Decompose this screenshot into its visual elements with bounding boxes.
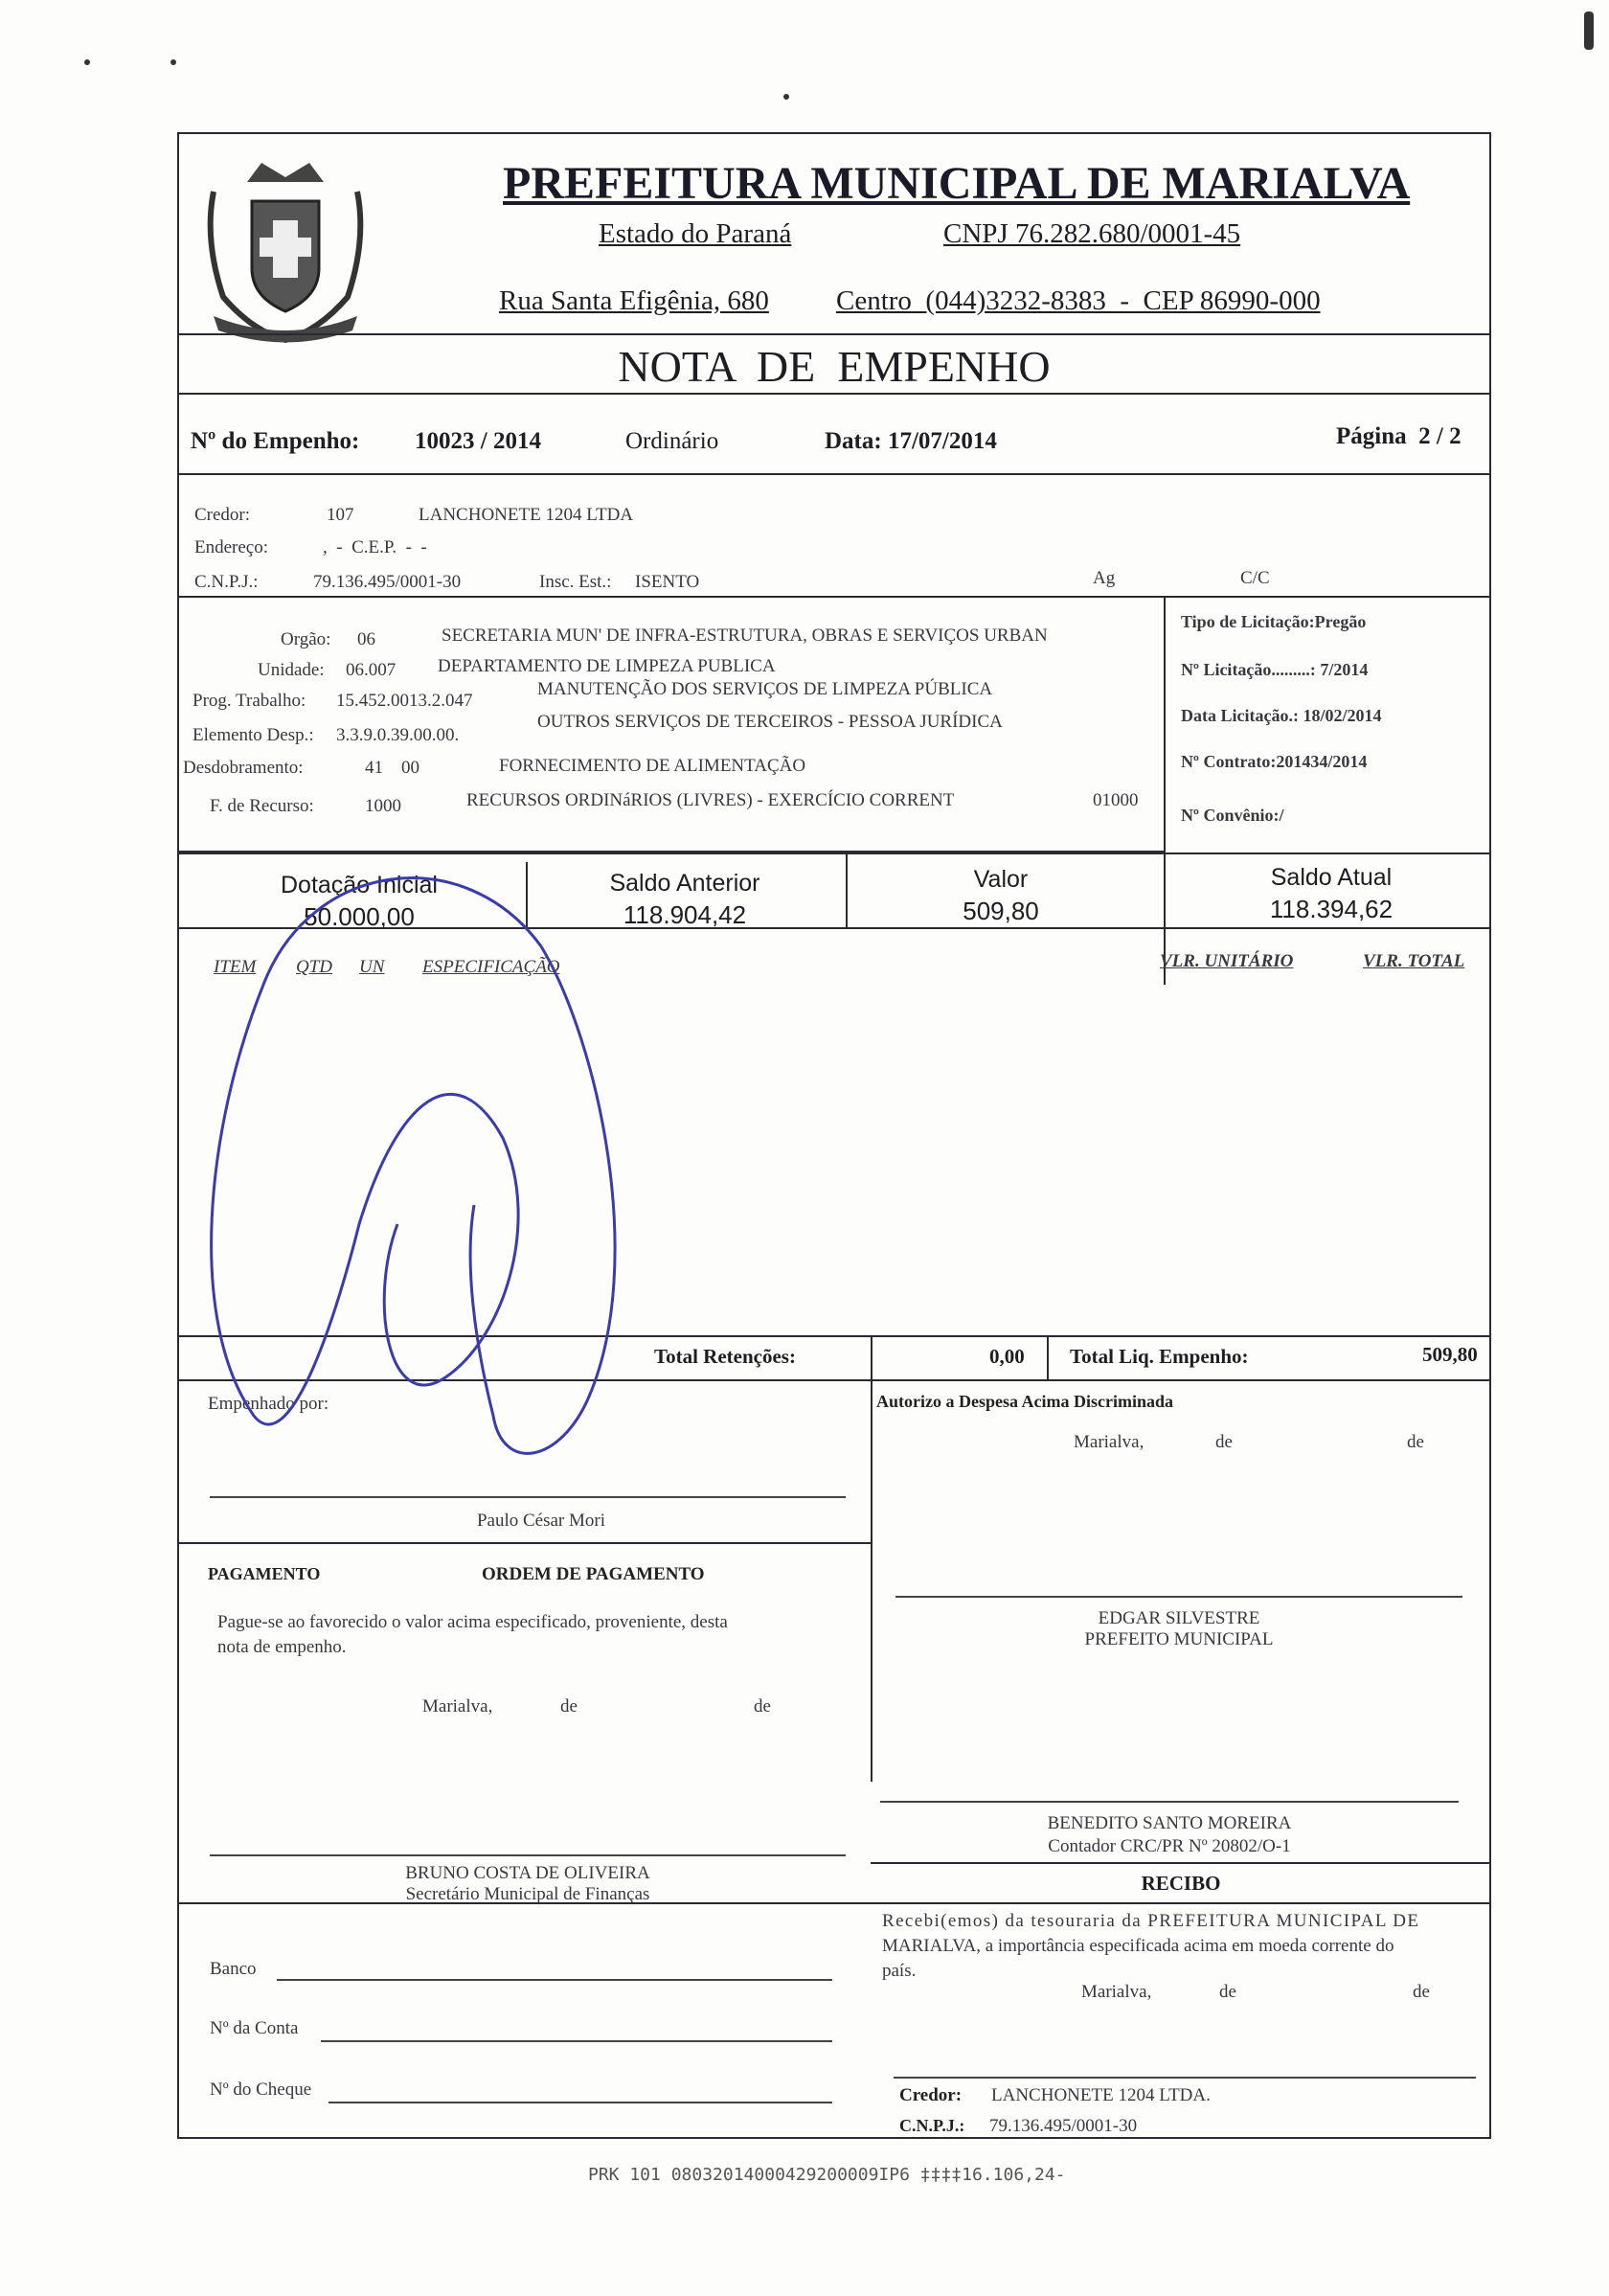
pagamento-de-1: de — [560, 1696, 578, 1716]
agency-label: Ag — [1093, 568, 1116, 588]
recibo-de-2: de — [1413, 1982, 1430, 2002]
divider — [177, 333, 1491, 335]
scan-speck — [1584, 11, 1594, 50]
nota-de-empenho-form — [177, 132, 1491, 2139]
recibo-credor-label: Credor: — [899, 2085, 963, 2105]
pagamento-text-line-2: nota de empenho. — [217, 1637, 347, 1657]
banco-field-line — [277, 1979, 832, 1981]
banco-label: Banco — [210, 1959, 257, 1979]
empenho-number: 10023 / 2014 — [415, 428, 541, 454]
orgao-label: Orgão: — [281, 629, 331, 649]
desdobramento-code: 41 00 — [365, 758, 419, 778]
orgao-code: 06 — [357, 629, 375, 649]
especificacao-col-header: ESPECIFICAÇÃO — [422, 957, 560, 977]
autorizo-place: Marialva, — [1074, 1432, 1144, 1452]
liquido-label: Total Liq. Empenho: — [1070, 1345, 1249, 1368]
divider — [871, 1902, 1491, 1904]
ordem-pagamento-title: ORDEM DE PAGAMENTO — [482, 1564, 705, 1584]
recibo-cnpj-label: C.N.P.J.: — [899, 2116, 965, 2135]
cheque-field-line — [329, 2102, 832, 2103]
saldo-anterior-value: 118.904,42 — [623, 900, 747, 929]
autorizo-de-2: de — [1407, 1432, 1424, 1452]
empenhado-por-signer: Paulo César Mori — [476, 1511, 606, 1531]
retencoes-label: Total Retenções: — [654, 1345, 796, 1368]
divider — [1164, 852, 1166, 927]
recibo-text-line-1: Recebi(emos) da tesouraria da PREFEITURA MUNICIPAL DE — [882, 1911, 1420, 1931]
contador-role: Contador CRC/PR Nº 20802/O-1 — [1048, 1836, 1291, 1856]
insc-label: Insc. Est.: — [539, 572, 612, 592]
contrato-number: Nº Contrato:201434/2014 — [1181, 752, 1368, 771]
valor-label: Valor — [973, 866, 1029, 893]
signature-line — [210, 1854, 846, 1856]
empenhado-por-label: Empenhado por: — [208, 1394, 329, 1414]
recurso-code: 1000 — [365, 796, 401, 816]
pagamento-de-2: de — [754, 1696, 771, 1716]
licitacao-type: Tipo de Licitação:Pregão — [1181, 612, 1367, 631]
divider — [871, 1335, 872, 1379]
autorizo-label: Autorizo a Despesa Acima Discriminada — [876, 1392, 1173, 1411]
municipal-coat-of-arms — [194, 153, 376, 345]
insc-value: ISENTO — [635, 572, 700, 592]
municipality-title: PREFEITURA MUNICIPAL DE MARIALVA — [503, 158, 1411, 209]
footer-control-code: PRK 101 08032014000429200009IP6 ‡‡‡‡16.106,24- — [588, 2165, 1066, 2185]
credor-label: Credor: — [194, 505, 251, 525]
conta-field-line — [321, 2040, 832, 2042]
document-title: NOTA DE EMPENHO — [618, 342, 1051, 391]
divider — [1047, 1335, 1049, 1379]
cnpj-label: C.N.P.J.: — [194, 572, 259, 592]
contador-name: BENEDITO SANTO MOREIRA — [1047, 1813, 1292, 1833]
ink-signature — [177, 803, 675, 1492]
conta-label: Nº da Conta — [210, 2018, 299, 2038]
saldo-atual-value: 118.394,62 — [1269, 895, 1394, 923]
saldo-anterior-label: Saldo Anterior — [609, 870, 760, 897]
secretario-role: Secretário Municipal de Finanças — [405, 1884, 650, 1904]
elemento-code: 3.3.9.0.39.00.00. — [336, 725, 460, 745]
retencoes-value: 0,00 — [989, 1345, 1025, 1368]
desdobramento-label: Desdobramento: — [183, 758, 304, 778]
divider — [177, 1902, 871, 1904]
recibo-title: RECIBO — [1141, 1872, 1221, 1895]
recibo-cnpj-value: 79.136.495/0001-30 — [989, 2116, 1138, 2136]
empenho-type: Ordinário — [625, 428, 719, 454]
credor-code: 107 — [327, 505, 354, 525]
licitacao-number: Nº Licitação.........: 7/2014 — [1181, 660, 1369, 679]
vlr-total-col-header: VLR. TOTAL — [1363, 951, 1465, 971]
prefeito-role: PREFEITO MUNICIPAL — [1084, 1629, 1274, 1649]
elemento-label: Elemento Desp.: — [193, 725, 314, 745]
signature-line — [894, 2077, 1476, 2079]
scan-speck — [170, 59, 176, 65]
divider — [177, 596, 1491, 598]
cnpj-value: 79.136.495/0001-30 — [313, 572, 462, 592]
pagamento-text-line-1: Pague-se ao favorecido o valor acima especificado, proveniente, desta — [217, 1612, 728, 1632]
signature-line — [895, 1596, 1462, 1598]
signature-line — [210, 1496, 846, 1498]
recibo-de-1: de — [1219, 1982, 1236, 2002]
empenho-date: Data: 17/07/2014 — [825, 428, 997, 454]
municipality-contact: Centro (044)3232-8383 - CEP 86990-000 — [836, 285, 1321, 316]
signature-line — [880, 1801, 1459, 1803]
recibo-place: Marialva, — [1081, 1982, 1152, 2002]
dotacao-inicial-label: Dotação Inicial — [281, 872, 438, 898]
unidade-code: 06.007 — [346, 660, 397, 680]
endereco-value: , - C.E.P. - - — [323, 537, 427, 557]
secretario-name: BRUNO COSTA DE OLIVEIRA — [405, 1863, 650, 1883]
programa-label: Prog. Trabalho: — [193, 691, 306, 711]
municipality-cnpj: CNPJ 76.282.680/0001-45 — [943, 218, 1241, 249]
item-col-header: ITEM — [214, 957, 257, 977]
dotacao-inicial-value: 50.000,00 — [304, 902, 415, 931]
saldo-atual-label: Saldo Atual — [1270, 864, 1393, 891]
credor-name: LANCHONETE 1204 LTDA — [419, 505, 634, 525]
valor-value: 509,80 — [963, 897, 1039, 925]
scan-speck — [783, 94, 789, 100]
pagamento-place: Marialva, — [422, 1696, 493, 1716]
recurso-label: F. de Recurso: — [210, 796, 314, 816]
autorizo-de-1: de — [1215, 1432, 1233, 1452]
desdobramento-desc: FORNECIMENTO DE ALIMENTAÇÃO — [499, 756, 806, 776]
divider — [177, 1542, 871, 1544]
account-label: C/C — [1240, 568, 1270, 588]
state-name: Estado do Paraná — [599, 218, 792, 249]
scan-speck — [84, 59, 90, 65]
recurso-desc: RECURSOS ORDINáRIOS (LIVRES) - EXERCÍCIO CORRENT — [466, 790, 955, 810]
un-col-header: UN — [359, 957, 385, 977]
pagamento-label: PAGAMENTO — [208, 1564, 321, 1583]
programa-desc: MANUTENÇÃO DOS SERVIÇOS DE LIMPEZA PÚBLICA — [537, 679, 993, 699]
divider — [871, 1379, 872, 1782]
unidade-desc: DEPARTAMENTO DE LIMPEZA PUBLICA — [438, 656, 776, 676]
qtd-col-header: QTD — [296, 957, 333, 977]
divider — [871, 1862, 1491, 1864]
divider — [846, 852, 848, 927]
municipality-address: Rua Santa Efigênia, 680 — [499, 285, 769, 316]
recibo-credor-value: LANCHONETE 1204 LTDA. — [991, 2085, 1211, 2105]
recibo-text-line-3: país. — [882, 1961, 917, 1981]
empenho-number-label: Nº do Empenho: — [191, 428, 360, 454]
vlr-unitario-col-header: VLR. UNITÁRIO — [1160, 951, 1294, 971]
recurso-extra: 01000 — [1093, 790, 1139, 810]
unidade-label: Unidade: — [258, 660, 325, 680]
liquido-value: 509,80 — [1422, 1343, 1478, 1366]
orgao-desc: SECRETARIA MUN' DE INFRA-ESTRUTURA, OBRAS E SERVIÇOS URBAN — [442, 625, 1048, 646]
licitacao-date: Data Licitação.: 18/02/2014 — [1181, 706, 1382, 725]
convenio-number: Nº Convênio:/ — [1181, 806, 1284, 825]
endereco-label: Endereço: — [194, 537, 269, 557]
recibo-text-line-2: MARIALVA, a importância especificada acima em moeda corrente do — [882, 1936, 1394, 1956]
elemento-desc: OUTROS SERVIÇOS DE TERCEIROS - PESSOA JURÍDICA — [537, 712, 1003, 732]
programa-code: 15.452.0013.2.047 — [336, 691, 473, 711]
page-number: Página 2 / 2 — [1336, 423, 1462, 449]
prefeito-name: EDGAR SILVESTRE — [1098, 1608, 1260, 1628]
divider — [177, 393, 1491, 395]
cheque-label: Nº do Cheque — [210, 2080, 312, 2100]
divider — [177, 473, 1491, 475]
